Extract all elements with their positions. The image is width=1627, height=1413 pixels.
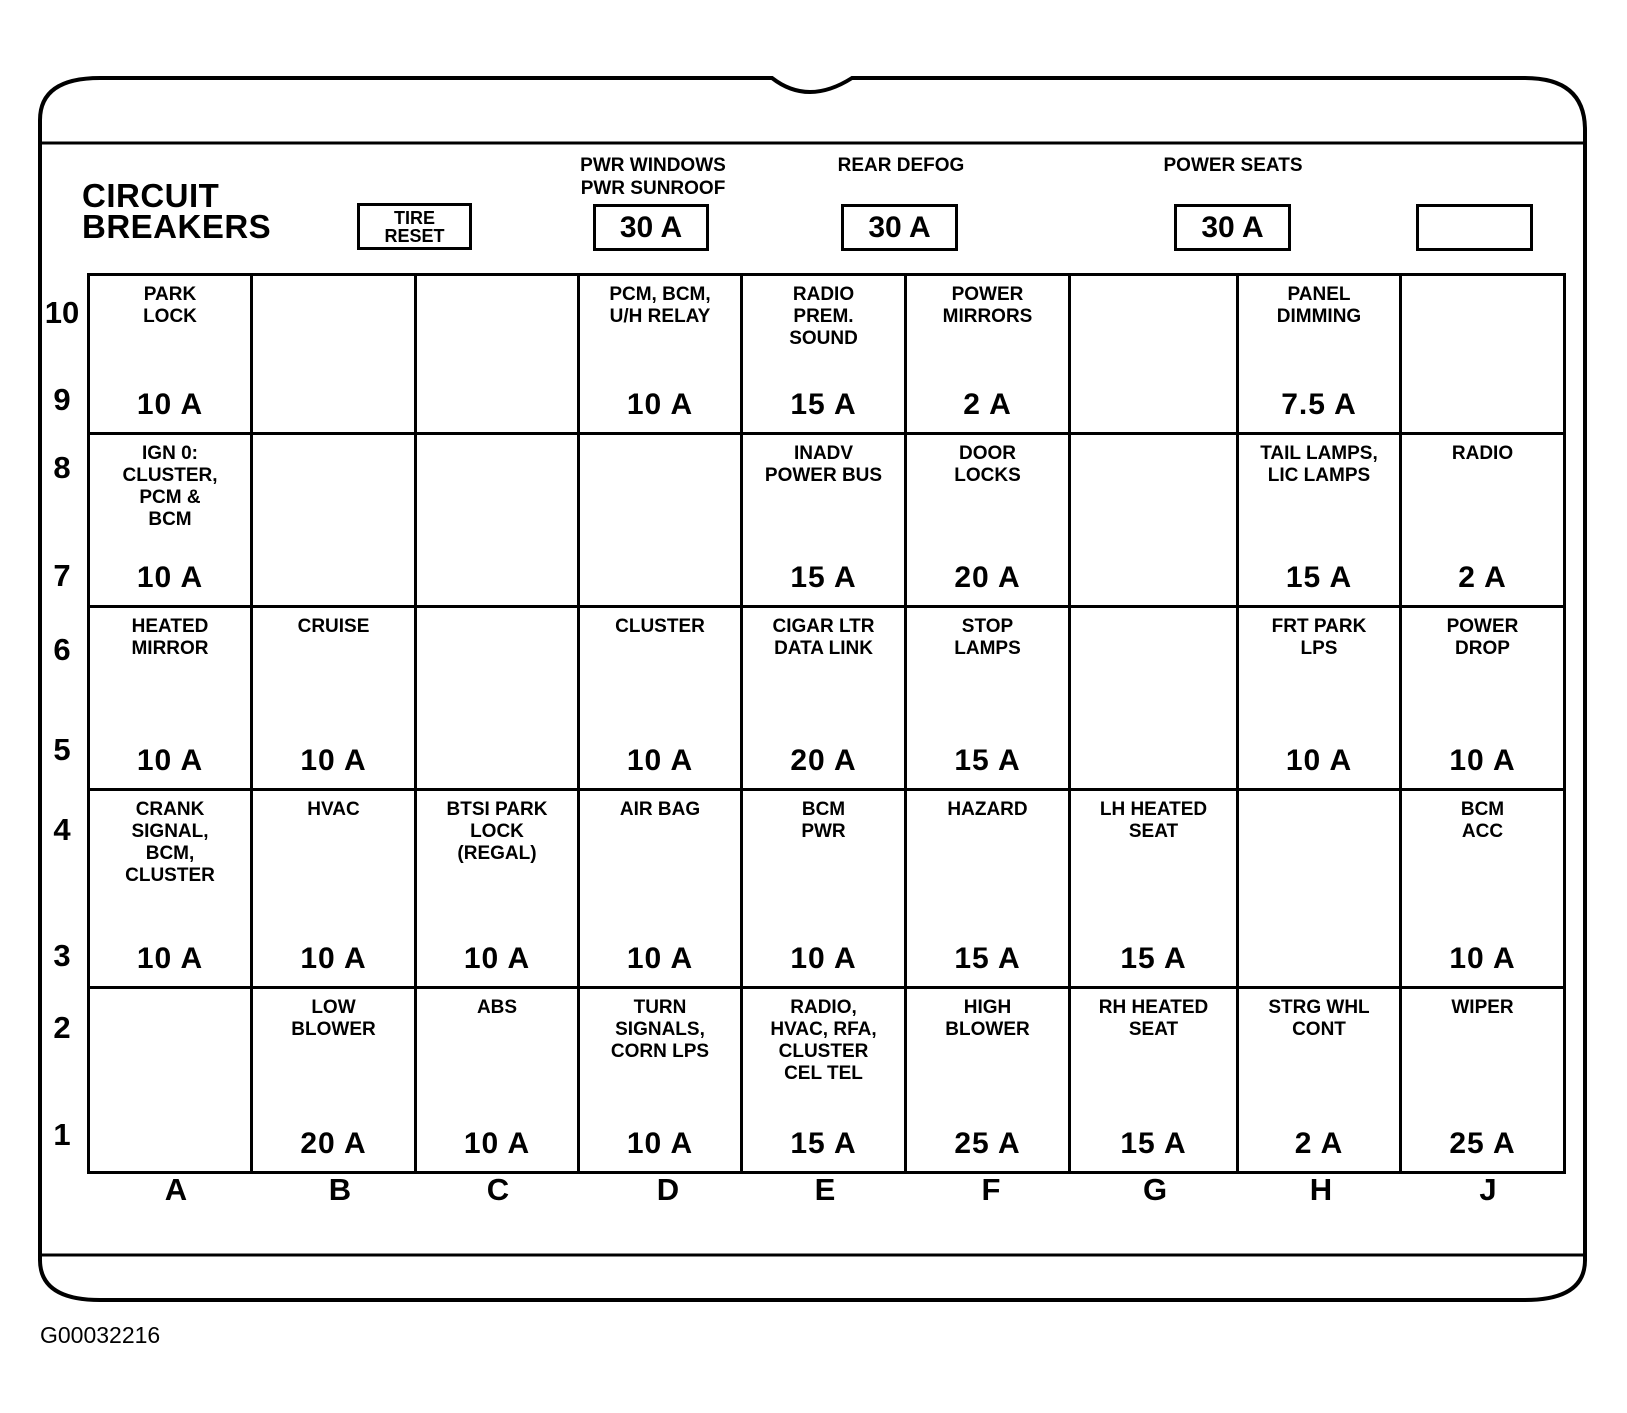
- fuse-label: FRT PARK LPS: [1271, 616, 1367, 659]
- row-number: 10: [44, 295, 80, 330]
- fuse-cell: [907, 791, 1071, 989]
- column-letter: F: [981, 1172, 1001, 1207]
- fuse-rating: 15 A: [954, 942, 1021, 975]
- fuse-cell: [417, 989, 580, 1174]
- fuse-cell: [580, 435, 743, 608]
- breaker-label-rear-defog: [838, 154, 965, 177]
- fuse-cell: [743, 791, 907, 989]
- fuse-rating: 10 A: [463, 1127, 531, 1160]
- fuse-cell: [580, 276, 743, 435]
- tire-reset-line1: TIRE: [393, 207, 435, 228]
- fuse-cell: [743, 435, 907, 608]
- fuse-cell: [907, 435, 1071, 608]
- fuse-cell: [1402, 435, 1566, 608]
- fuse-rating: 10 A: [790, 942, 857, 975]
- row-number: 1: [53, 1117, 71, 1152]
- fuse-cell: [1071, 435, 1239, 608]
- fuse-rating: 10 A: [136, 388, 204, 421]
- fuse-label: RADIO, HVAC, RFA, CLUSTER CEL TEL: [770, 997, 877, 1084]
- fuse-rating: 15 A: [790, 388, 857, 421]
- fuse-cell: [743, 608, 907, 791]
- column-letter: J: [1479, 1172, 1497, 1207]
- breaker-empty-slot: [1416, 204, 1533, 251]
- fuse-label: LOW BLOWER: [291, 997, 376, 1040]
- fuse-rating: 10 A: [136, 561, 204, 594]
- row-number: 6: [53, 632, 71, 667]
- fuse-rating: 15 A: [1285, 561, 1353, 594]
- fuse-cell: [580, 989, 743, 1174]
- fuse-label: LH HEATED SEAT: [1099, 799, 1208, 842]
- fuse-cell: [1402, 791, 1566, 989]
- fuse-rating: 10 A: [300, 744, 367, 777]
- fuse-label: HVAC: [307, 799, 360, 820]
- fuse-cell: [907, 608, 1071, 791]
- fuse-cell: [1239, 989, 1402, 1174]
- column-letter: E: [814, 1172, 836, 1207]
- fuse-label: RH HEATED SEAT: [1098, 997, 1209, 1040]
- row-number: 4: [53, 812, 71, 847]
- fuse-label: IGN 0: CLUSTER, PCM & BCM: [122, 443, 218, 530]
- fuse-rating: 15 A: [954, 744, 1021, 777]
- fuse-cell: [1239, 608, 1402, 791]
- row-number: 5: [53, 732, 71, 767]
- fuse-rating: 25 A: [1449, 1127, 1516, 1160]
- fuse-label: INADV POWER BUS: [764, 443, 883, 486]
- breaker-pwr-windows: 30 A: [593, 204, 709, 251]
- fuse-cell: [907, 989, 1071, 1174]
- panel-title-line1: CIRCUIT: [82, 177, 220, 214]
- row-number: 8: [53, 450, 71, 485]
- fuse-cell: [90, 608, 253, 791]
- row-number: 9: [53, 382, 71, 417]
- fuse-label: PARK LOCK: [143, 284, 197, 327]
- fuse-label: WIPER: [1451, 997, 1514, 1018]
- fuse-cell: [1071, 989, 1239, 1174]
- fuse-label: AIR BAG: [619, 799, 701, 820]
- fuse-cell: [417, 276, 580, 435]
- row-number: 7: [53, 558, 71, 593]
- fuse-rating: 15 A: [1120, 1127, 1187, 1160]
- figure-id: G00032216: [40, 1322, 161, 1348]
- breaker-rear-defog: 30 A: [841, 204, 958, 251]
- fuse-grid: [87, 273, 1566, 1174]
- fuse-rating: 2 A: [1458, 561, 1507, 594]
- column-letter: C: [486, 1172, 510, 1207]
- fuse-label: PANEL DIMMING: [1276, 284, 1362, 327]
- fuse-cell: [580, 608, 743, 791]
- column-letter: G: [1142, 1172, 1168, 1207]
- fuse-cell: [907, 276, 1071, 435]
- fuse-rating: 7.5 A: [1281, 388, 1357, 421]
- fuse-rating: 15 A: [790, 561, 857, 594]
- fuse-label: RADIO PREM. SOUND: [789, 284, 858, 349]
- fuse-rating: 20 A: [300, 1127, 367, 1160]
- fuse-label: HEATED MIRROR: [131, 616, 209, 659]
- fuse-cell: [1402, 989, 1566, 1174]
- fuse-label: CLUSTER: [615, 616, 705, 637]
- fuse-label: HIGH BLOWER: [945, 997, 1030, 1040]
- fuse-rating: 2 A: [1294, 1127, 1344, 1160]
- fuse-cell: [417, 435, 580, 608]
- fuse-label: CRANK SIGNAL, BCM, CLUSTER: [125, 799, 215, 886]
- column-letter: D: [656, 1172, 680, 1207]
- breaker-label-line1: PWR WINDOWS: [580, 155, 726, 176]
- column-letter: A: [164, 1172, 188, 1207]
- fuse-rating: 15 A: [1120, 942, 1187, 975]
- breaker-label-pwr-windows: [580, 154, 726, 200]
- fuse-label: STOP LAMPS: [954, 616, 1021, 659]
- column-letter: B: [328, 1172, 352, 1207]
- fuse-rating: 10 A: [136, 942, 204, 975]
- panel-title-line2: BREAKERS: [82, 208, 272, 245]
- fuse-label: PCM, BCM, U/H RELAY: [609, 284, 711, 327]
- fuse-cell: [743, 989, 907, 1174]
- fuse-label: ABS: [476, 997, 518, 1018]
- fuse-rating: 20 A: [790, 744, 857, 777]
- fuse-rating: 25 A: [954, 1127, 1021, 1160]
- fuse-cell: [1071, 276, 1239, 435]
- fuse-cell: [743, 276, 907, 435]
- fuse-cell: [1071, 791, 1239, 989]
- breaker-power-seats: 30 A: [1174, 204, 1291, 251]
- fuse-rating: 10 A: [626, 388, 694, 421]
- fuse-label: TAIL LAMPS, LIC LAMPS: [1260, 443, 1378, 486]
- fuse-label: CRUISE: [297, 616, 370, 637]
- fuse-cell: [1239, 791, 1402, 989]
- fuse-cell: [253, 435, 417, 608]
- fuse-label: POWER MIRRORS: [942, 284, 1033, 327]
- fuse-cell: [253, 791, 417, 989]
- panel-title: [82, 177, 272, 245]
- fuse-cell: [417, 791, 580, 989]
- column-letter: H: [1309, 1172, 1333, 1207]
- fuse-cell: [253, 276, 417, 435]
- fuse-rating: 10 A: [300, 942, 367, 975]
- fuse-cell: [1071, 608, 1239, 791]
- breaker-label-line2: PWR SUNROOF: [580, 178, 726, 199]
- fuse-rating: 2 A: [963, 388, 1012, 421]
- fuse-cell: [253, 989, 417, 1174]
- fuse-label: CIGAR LTR DATA LINK: [772, 616, 875, 659]
- fuse-label: BCM PWR: [801, 799, 846, 842]
- fuse-label: BTSI PARK LOCK (REGAL): [446, 799, 548, 864]
- fuse-cell: [90, 435, 253, 608]
- fuse-label: HAZARD: [947, 799, 1028, 820]
- fuse-rating: 10 A: [626, 744, 694, 777]
- fuse-label: STRG WHL CONT: [1268, 997, 1370, 1040]
- fuse-rating: 10 A: [1449, 942, 1516, 975]
- fuse-cell: [417, 608, 580, 791]
- fuse-label: RADIO: [1451, 443, 1514, 464]
- fuse-rating: 10 A: [463, 942, 531, 975]
- fuse-cell: [90, 989, 253, 1174]
- fuse-label: TURN SIGNALS, CORN LPS: [610, 997, 710, 1062]
- fuse-rating: 10 A: [626, 1127, 694, 1160]
- breaker-label-line2: POWER SEATS: [1163, 155, 1303, 176]
- fuse-rating: 20 A: [954, 561, 1021, 594]
- fuse-cell: [1239, 276, 1402, 435]
- fuse-label: DOOR LOCKS: [954, 443, 1021, 486]
- fuse-cell: [1402, 608, 1566, 791]
- row-number: 2: [53, 1010, 71, 1045]
- tire-reset-line2: RESET: [384, 225, 445, 246]
- fuse-cell: [90, 791, 253, 989]
- fuse-cell: [1402, 276, 1566, 435]
- fuse-rating: 10 A: [1285, 744, 1353, 777]
- tire-reset-box: [357, 203, 472, 250]
- fuse-cell: [1239, 435, 1402, 608]
- breaker-label-line2: REAR DEFOG: [837, 155, 965, 176]
- fuse-rating: 10 A: [136, 744, 204, 777]
- fuse-rating: 10 A: [1449, 744, 1516, 777]
- fuse-rating: 10 A: [626, 942, 694, 975]
- row-number: 3: [53, 938, 71, 973]
- breaker-label-power-seats: [1164, 154, 1303, 177]
- fuse-cell: [253, 608, 417, 791]
- fuse-label: POWER DROP: [1446, 616, 1519, 659]
- fuse-cell: [90, 276, 253, 435]
- fuse-cell: [580, 791, 743, 989]
- fuse-rating: 15 A: [790, 1127, 857, 1160]
- fuse-label: BCM ACC: [1460, 799, 1505, 842]
